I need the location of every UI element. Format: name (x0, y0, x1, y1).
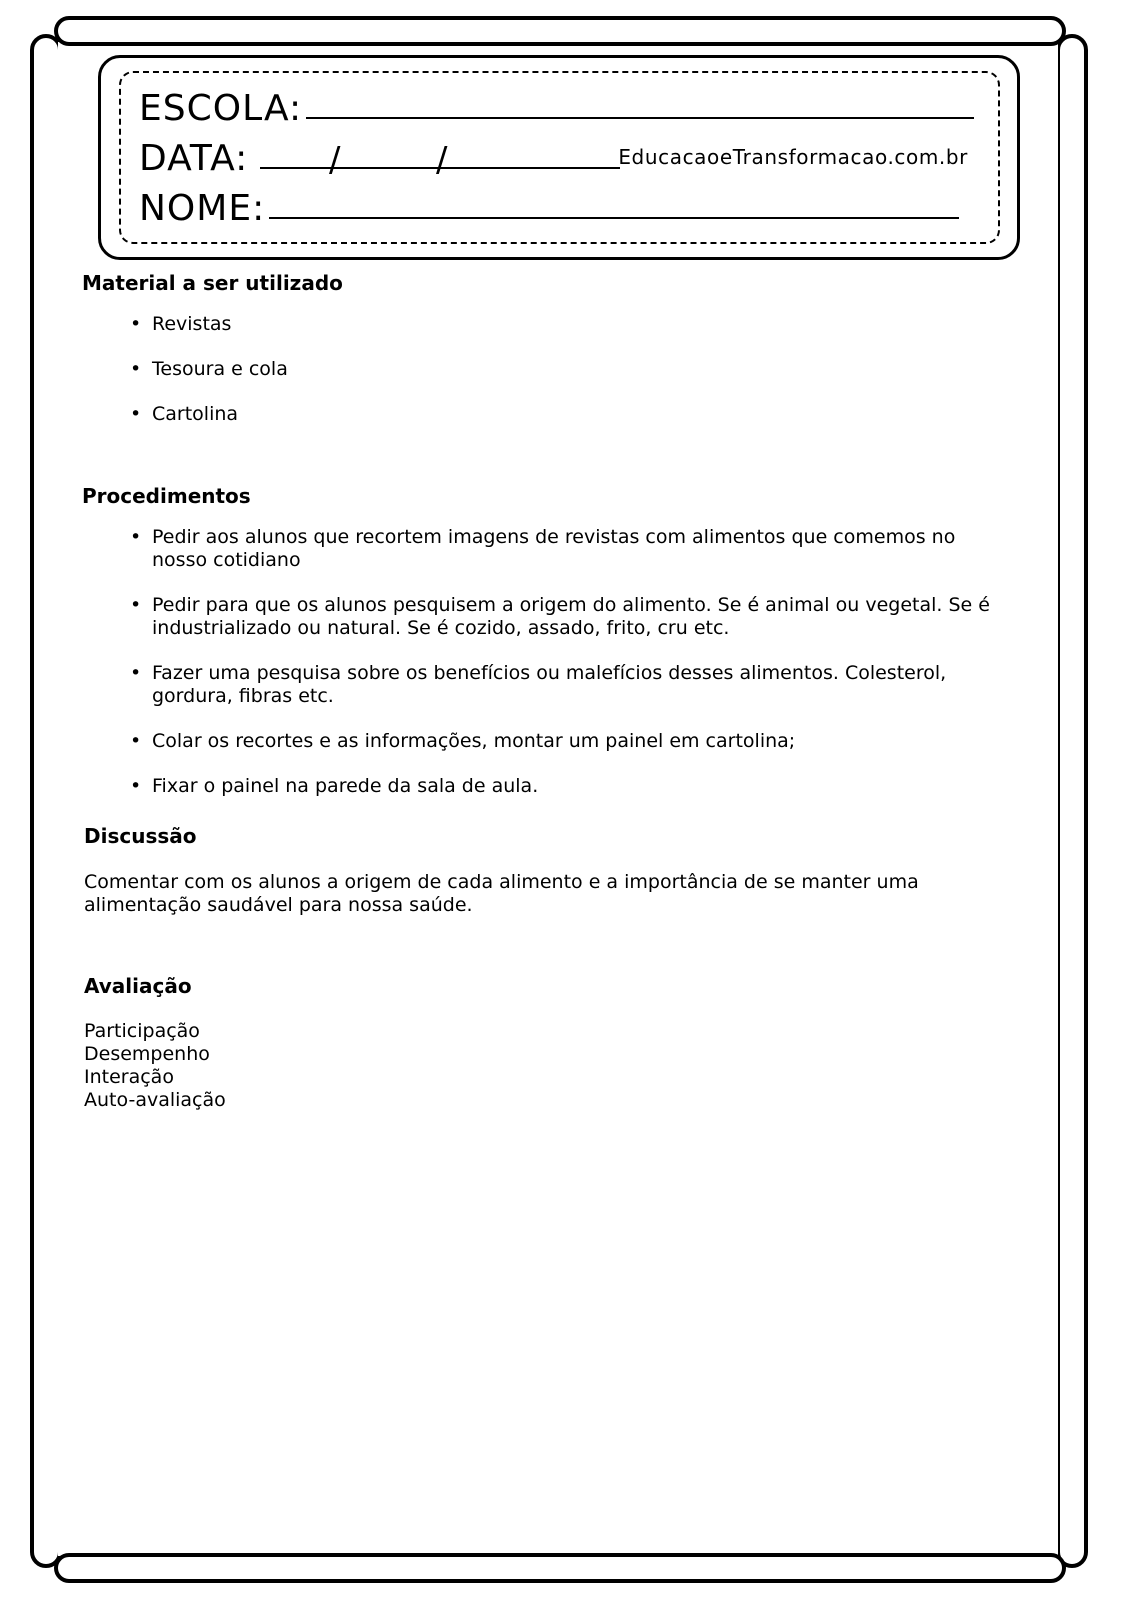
avaliacao-item: Auto-avaliação (84, 1089, 226, 1111)
procedimentos-heading: Procedimentos (82, 484, 251, 508)
escola-label: ESCOLA: (139, 88, 303, 129)
discussao-text: Comentar com os alunos a origem de cada alimento e a importância de se manter uma alimentação saudável para nossa saúde. (84, 871, 919, 916)
nome-label: NOME: (139, 188, 266, 229)
avaliacao-list (84, 1020, 226, 1112)
escola-row (139, 88, 974, 129)
procedimento-item: • Fixar o painel na parede da sala de aula. (130, 775, 1015, 798)
material-item: • Cartolina (130, 403, 1010, 426)
procedimento-item: • Colar os recortes e as informações, montar um painel em cartolina; (130, 730, 1015, 753)
procedimento-item: • Fazer uma pesquisa sobre os benefícios ou malefícios desses alimentos. Colesterol, gordura, fibras etc. (130, 662, 1015, 708)
avaliacao-item: Desempenho (84, 1043, 210, 1065)
procedimentos-list (130, 526, 1015, 820)
frame-right-roll (1056, 34, 1088, 1568)
avaliacao-item: Participação (84, 1020, 200, 1042)
data-label: DATA: (139, 138, 249, 179)
discussao-heading: Discussão (84, 824, 197, 848)
identification-box (98, 55, 1020, 260)
escola-line[interactable] (306, 117, 974, 119)
avaliacao-heading: Avaliação (84, 974, 192, 998)
nome-row (139, 188, 959, 229)
material-heading: Material a ser utilizado (82, 271, 343, 295)
frame-bottom-roll (54, 1553, 1066, 1583)
nome-line[interactable] (269, 217, 959, 219)
date-separator-2: / (436, 140, 448, 180)
material-list (130, 313, 1010, 448)
identification-dashed-border (119, 71, 1000, 244)
data-row (139, 138, 620, 180)
date-separator-1: / (329, 140, 341, 180)
material-item: • Tesoura e cola (130, 358, 1010, 381)
frame-top-roll (54, 16, 1066, 46)
procedimento-item: • Pedir para que os alunos pesquisem a origem do alimento. Se é animal ou vegetal. Se é industrializado ou natural. Se é cozido, assado, frito, cru etc. (130, 594, 1015, 640)
website-label: EducacaoeTransformacao.com.br (618, 145, 968, 169)
procedimento-item: • Pedir aos alunos que recortem imagens de revistas com alimentos que comemos no nosso cotidiano (130, 526, 1015, 572)
material-item: • Revistas (130, 313, 1010, 336)
avaliacao-item: Interação (84, 1066, 174, 1088)
